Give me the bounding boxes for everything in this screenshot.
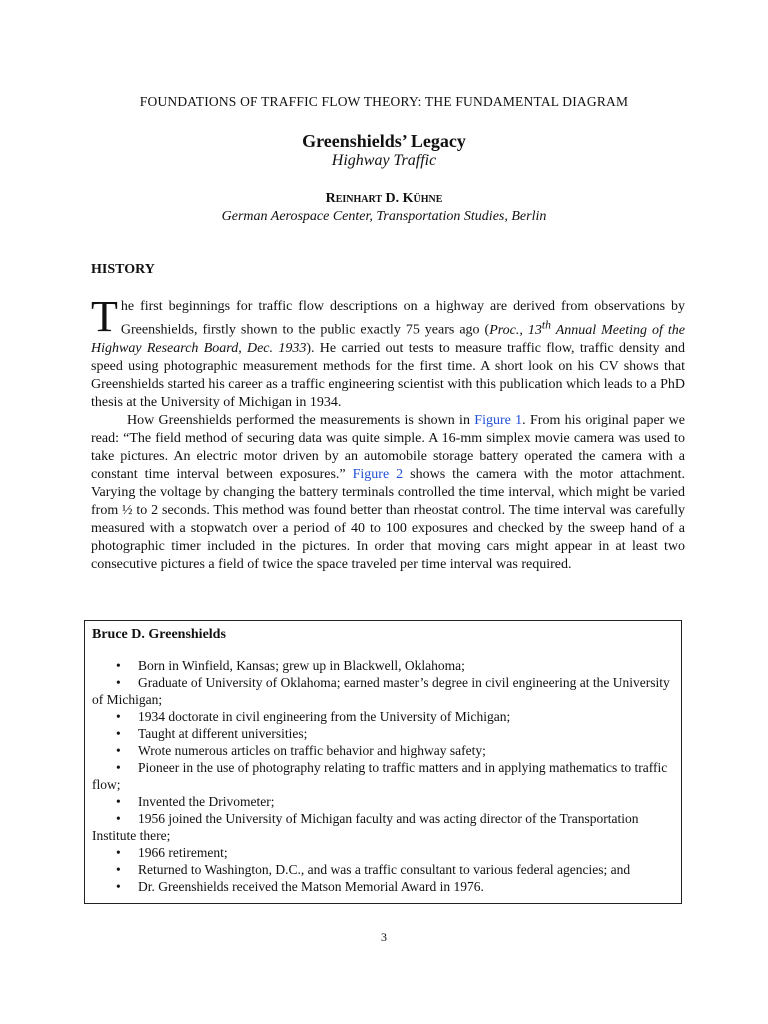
list-item bbox=[92, 861, 674, 878]
bullet-icon: • bbox=[116, 879, 121, 894]
paragraph-1-text-a: he first beginnings for traffic flow descriptions on a highway are derived from observations by Greenshields, firstly shown to the public exactly 75 years ago ( bbox=[120, 299, 685, 338]
drop-cap: T bbox=[91, 292, 118, 341]
paragraph-2-text-a: How Greenshields performed the measurements is shown in bbox=[127, 412, 475, 428]
citation-part-a: Proc., 13 bbox=[489, 322, 542, 338]
bullet-icon: • bbox=[116, 709, 121, 724]
list-item-text: 1956 joined the University of Michigan faculty and was acting director of the Transportation Institute there; bbox=[92, 811, 639, 843]
list-item-text: Invented the Drivometer; bbox=[138, 794, 275, 809]
bullet-icon: • bbox=[116, 845, 121, 860]
author-name: Reinhart D. Kühne bbox=[325, 191, 443, 206]
list-item bbox=[92, 844, 674, 861]
article-title: Greenshields’ Legacy bbox=[302, 131, 466, 151]
bullet-icon: • bbox=[116, 811, 121, 826]
bullet-icon: • bbox=[116, 743, 121, 758]
figure-1-link[interactable]: Figure 1 bbox=[474, 412, 523, 428]
list-item bbox=[92, 708, 674, 725]
bullet-icon: • bbox=[116, 862, 121, 877]
list-item-text: Returned to Washington, D.C., and was a traffic consultant to various federal agencies; and bbox=[138, 862, 631, 877]
list-item bbox=[92, 725, 674, 742]
list-item-text: Born in Winfield, Kansas; grew up in Blackwell, Oklahoma; bbox=[138, 658, 465, 673]
list-item bbox=[92, 742, 674, 759]
author-affiliation: German Aerospace Center, Transportation Studies, Berlin bbox=[221, 209, 547, 224]
bullet-icon: • bbox=[116, 760, 121, 775]
article-subtitle: Highway Traffic bbox=[331, 152, 437, 169]
bullet-icon: • bbox=[116, 794, 121, 809]
list-item-text: Dr. Greenshields received the Matson Memorial Award in 1976. bbox=[138, 879, 484, 894]
list-item bbox=[92, 657, 674, 674]
list-item-text: 1934 doctorate in civil engineering from the University of Michigan; bbox=[138, 709, 511, 724]
citation-superscript: th bbox=[541, 318, 551, 331]
bullet-icon: • bbox=[116, 675, 121, 690]
citation-part-b: Annual Meeting of the Highway Research Board, Dec. 1933 bbox=[91, 322, 685, 356]
figure-2-link[interactable]: Figure 2 bbox=[352, 466, 404, 482]
list-item bbox=[92, 878, 674, 895]
paragraph-2-text-b: . From his original paper we read: “The field method of securing data was quite simple. A 16-mm simplex movie camera was used to take pictures. An electric motor driven by an automobile storage battery operated the camera with a constant time interval between exposures.” bbox=[91, 412, 685, 482]
paragraph-1 bbox=[91, 292, 686, 412]
list-item-text: Taught at different universities; bbox=[138, 726, 308, 741]
section-heading-history: HISTORY bbox=[91, 262, 155, 277]
list-item bbox=[92, 759, 674, 793]
list-item bbox=[92, 810, 674, 844]
bio-list bbox=[92, 657, 674, 895]
paragraph-2-text-c: shows the camera with the motor attachment. Varying the voltage by changing the battery terminals controlled the time interval, which might be varied from ½ to 2 seconds. This method was found better than rheostat control. The time interval was carefully measured with a stopwatch over a period of 40 to 100 exposures and checked by the sweep hand of a photographic timer included in the pictures. In order that moving cars might appear in at least two consecutive pictures a field of twice the space traveled per time interval was required. bbox=[91, 466, 685, 572]
list-item-text: 1966 retirement; bbox=[138, 845, 228, 860]
bio-box-title: Bruce D. Greenshields bbox=[92, 627, 226, 642]
paragraph-1-text-b: ). He carried out tests to measure traffic flow, traffic density and speed using photographic measurement methods for the first time. A short look on his CV shows that Greenshields started his career as a traffic engineering scientist with this publication which leads to a PhD thesis at the University of Michigan in 1934. bbox=[91, 340, 686, 410]
list-item bbox=[92, 793, 674, 810]
list-item-text: Pioneer in the use of photography relating to traffic matters and in applying mathematics to traffic flow; bbox=[92, 760, 668, 792]
bullet-icon: • bbox=[116, 726, 121, 741]
page-number: 3 bbox=[381, 930, 387, 944]
history-body bbox=[91, 292, 686, 574]
bio-box bbox=[84, 620, 682, 904]
list-item bbox=[92, 674, 674, 708]
bullet-icon: • bbox=[116, 658, 121, 673]
list-item-text: Graduate of University of Oklahoma; earned master’s degree in civil engineering at the University of Michigan; bbox=[92, 675, 670, 707]
running-header: FOUNDATIONS OF TRAFFIC FLOW THEORY: THE FUNDAMENTAL DIAGRAM bbox=[139, 94, 629, 109]
list-item-text: Wrote numerous articles on traffic behavior and highway safety; bbox=[138, 743, 486, 758]
paragraph-2 bbox=[91, 412, 685, 574]
